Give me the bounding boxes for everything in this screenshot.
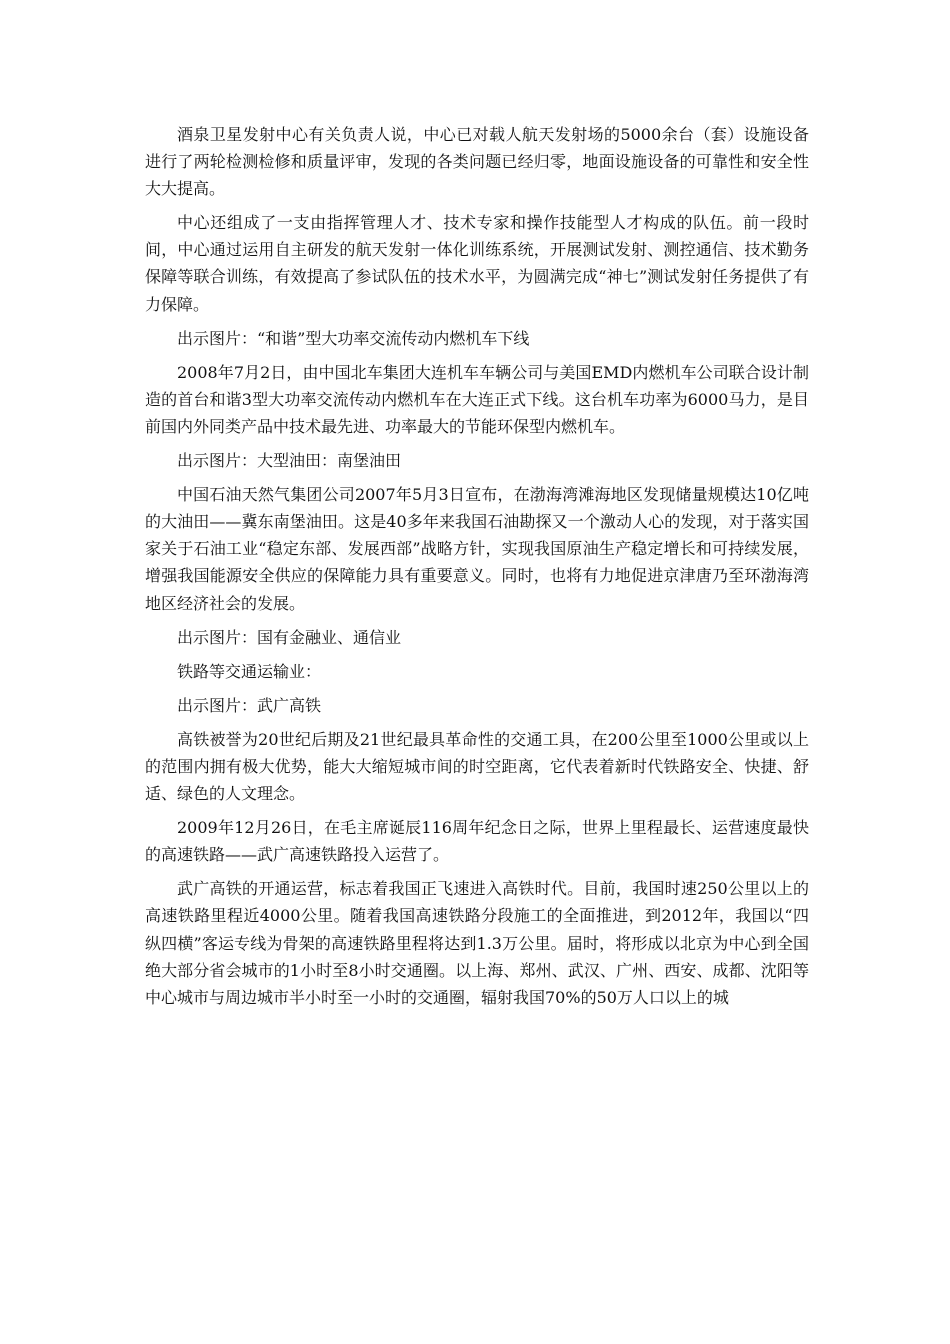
paragraph-jiuquan-launch-center: 酒泉卫星发射中心有关负责人说，中心已对载人航天发射场的5000余台（套）设施设备进行了两轮检测检修和质量评审，发现的各类问题已经归零，地面设施设备的可靠性和安全性大大提高。 [145,125,809,199]
caption-nanpu-oilfield: 出示图片：大型油田：南堡油田 [177,451,402,471]
document-body [145,121,809,1011]
paragraph-hexie-locomotive: 2008年7月2日，由中国北车集团大连机车车辆公司与美国EMD内燃机车公司联合设计制造的首台和谐3型大功率交流传动内燃机车在大连正式下线。这台机车功率为6000马力，是目前国内外同类产品中技术最先进、功率最大的节能环保型内燃机车。 [145,362,809,436]
heading-railway-transport: 铁路等交通运输业： [177,661,322,681]
paragraph-high-speed-era: 武广高铁的开通运营，标志着我国正飞速进入高铁时代。目前，我国时速250公里以上的高速铁路里程近4000公里。随着我国高速铁路分段施工的全面推进，到2012年，我国以“四纵四横”客运专线为骨架的高速铁路里程将达到1.3万公里。届时，将形成以北京为中心到全国绝大部分省会城市的1小时至8小时交通圈。以上海、郑州、武汉、广州、西安、成都、沈阳等中心城市与周边城市半小时至一小时的交通圈，辐射我国70%的50万人口以上的城 [145,879,809,1007]
paragraph-team-training: 中心还组成了一支由指挥管理人才、技术专家和操作技能型人才构成的队伍。前一段时间，中心通过运用自主研发的航天发射一体化训练系统，开展测试发射、测控通信、技术勤务保障等联合训练，有效提高了参试队伍的技术水平，为圆满完成“神七”测试发射任务提供了有力保障。 [145,213,809,314]
caption-finance-telecom: 出示图片：国有金融业、通信业 [177,627,402,647]
caption-hexie-locomotive: 出示图片：“和谐”型大功率交流传动内燃机车下线 [177,328,530,348]
paragraph-nanpu-oilfield: 中国石油天然气集团公司2007年5月3日宣布，在渤海湾滩海地区发现储量规模达10亿吨的大油田——冀东南堡油田。这是40多年来我国石油勘探又一个激动人心的发现，对于落实国家关于石油工业“稳定东部、发展西部”战略方针，实现我国原油生产稳定增长和可持续发展，增强我国能源安全供应的保障能力具有重要意义。同时，也将有力地促进京津唐乃至环渤海湾地区经济社会的发展。 [145,485,809,613]
caption-wuguang-railway: 出示图片：武广高铁 [177,695,322,715]
paragraph-high-speed-rail: 高铁被誉为20世纪后期及21世纪最具革命性的交通工具，在200公里至1000公里或以上的范围内拥有极大优势，能大大缩短城市间的时空距离，它代表着新时代铁路安全、快捷、舒适、绿色的人文理念。 [145,729,809,804]
paragraph-wuguang-opening: 2009年12月26日，在毛主席诞辰116周年纪念日之际，世界上里程最长、运营速度最快的高速铁路——武广高速铁路投入运营了。 [145,818,809,865]
